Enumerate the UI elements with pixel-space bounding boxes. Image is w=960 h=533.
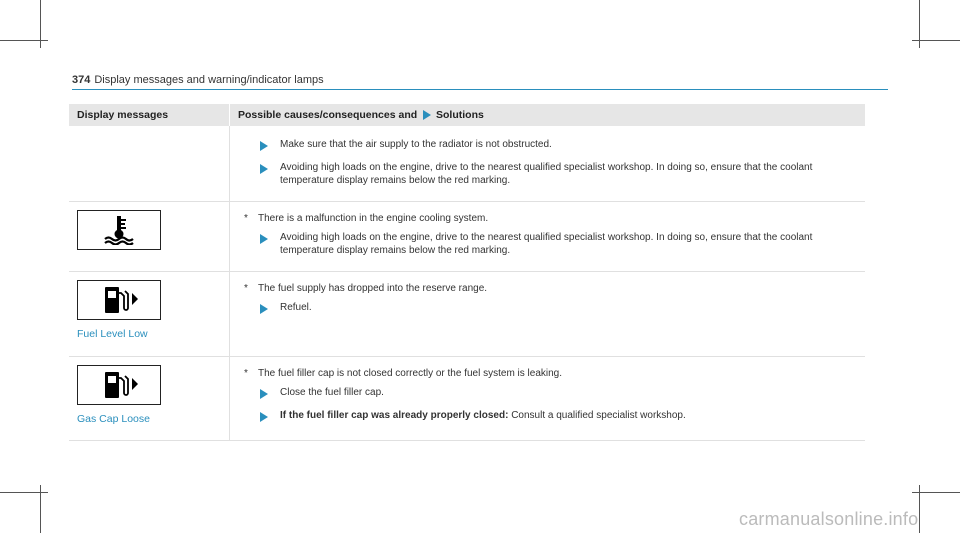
solution-step: Avoiding high loads on the engine, drive to the nearest qualified specialist workshop. In doing so, ensure that the coolant temperature display remains below the red marking. [260, 231, 857, 257]
table-row [69, 202, 865, 272]
display-message-label: Gas Cap Loose [77, 413, 150, 425]
solution-arrow-icon [260, 141, 268, 151]
table-header-row [69, 104, 865, 126]
page-header [72, 74, 324, 86]
crop-mark [912, 492, 960, 493]
solution-cell [230, 126, 866, 202]
crop-mark [0, 492, 48, 493]
solution-arrow-icon [260, 412, 268, 422]
crop-mark [912, 40, 960, 41]
table-row [69, 357, 865, 441]
step-condition: If the fuel filler cap was already properly closed: [280, 410, 509, 421]
solution-step: Close the fuel filler cap. [260, 386, 857, 401]
table-row [69, 126, 865, 202]
solution-cell [230, 357, 866, 441]
cause-item: * There is a malfunction in the engine cooling system. [244, 213, 489, 224]
solution-arrow-icon [260, 164, 268, 174]
page-number: 374 [72, 74, 91, 86]
coolant-temperature-icon [77, 210, 161, 250]
watermark: carmanualsonline.info [739, 509, 919, 529]
display-message-label: Fuel Level Low [77, 328, 148, 340]
display-cell [69, 126, 230, 202]
page-title: Display messages and warning/indicator lamps [94, 74, 324, 86]
fuel-pump-icon [77, 365, 161, 405]
messages-table [69, 104, 865, 441]
display-cell [69, 357, 230, 441]
cause-item: * The fuel supply has dropped into the reserve range. [244, 283, 488, 294]
crop-mark [0, 40, 48, 41]
display-cell [69, 202, 230, 272]
solution-step: Refuel. [260, 301, 857, 316]
solution-arrow-icon [260, 234, 268, 244]
solution-arrow-icon [260, 389, 268, 399]
column-header-display-messages: Display messages [69, 104, 230, 126]
solution-arrow-icon [260, 304, 268, 314]
cause-item: * The fuel filler cap is not closed correctly or the fuel system is leaking. [244, 368, 563, 379]
header-divider [72, 89, 888, 90]
column-header-causes-solutions [230, 104, 866, 126]
display-cell [69, 272, 230, 357]
solution-cell [230, 202, 866, 272]
fuel-pump-icon [77, 280, 161, 320]
column-header-solutions: Solutions [436, 109, 484, 121]
column-header-causes: Possible causes/consequences and [238, 109, 418, 121]
solution-step: If the fuel filler cap was already properly closed: Consult a qualified specialist workshop. [260, 409, 857, 424]
solution-step: Avoiding high loads on the engine, drive to the nearest qualified specialist workshop. In doing so, ensure that the coolant temperature display remains below the red marking. [260, 161, 857, 187]
solution-step: Make sure that the air supply to the radiator is not obstructed. [260, 138, 857, 153]
solution-arrow-icon [423, 110, 431, 120]
solution-cell [230, 272, 866, 357]
table-row [69, 272, 865, 357]
